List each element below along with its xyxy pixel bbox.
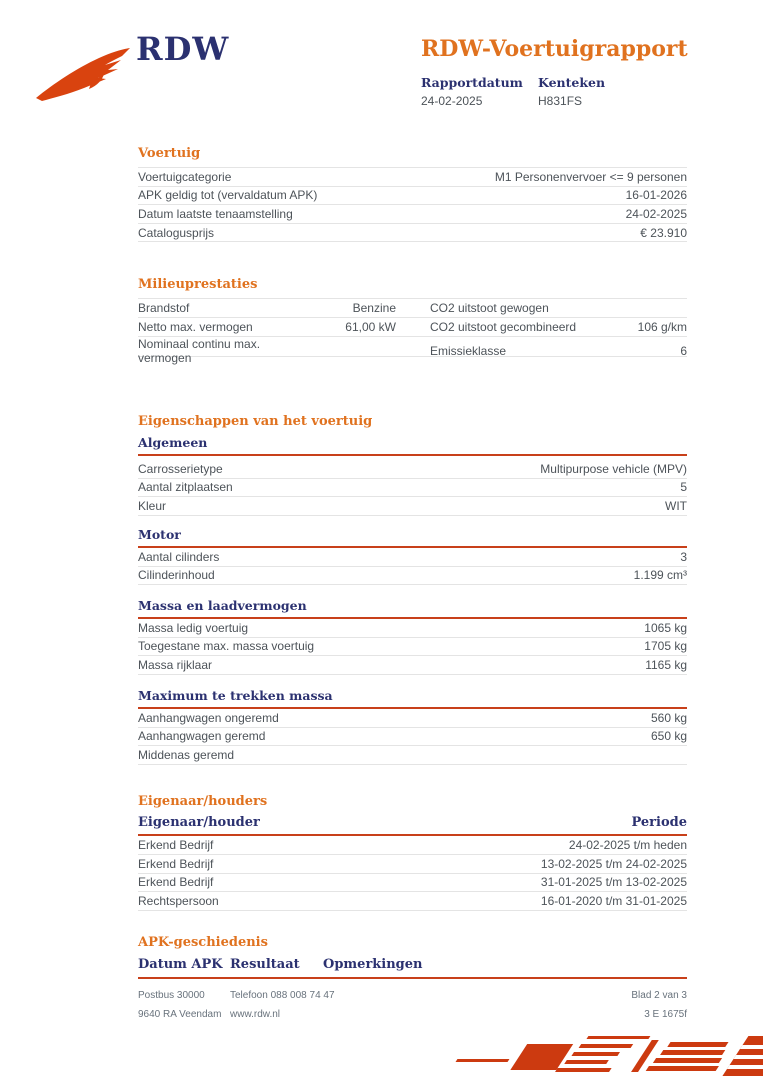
row-label: Catalogusprijs: [138, 225, 215, 240]
logo-text: RDW: [136, 30, 230, 68]
table-row: [138, 479, 687, 498]
table-row: [138, 224, 687, 243]
owner-period: 31-01-2025 t/m 13-02-2025: [540, 875, 687, 890]
row-value: 61,00 kW: [345, 320, 396, 335]
subsection-massa: [138, 598, 687, 675]
page-footer: [138, 986, 687, 1024]
row-value: € 23.910: [640, 225, 687, 240]
row-label: Massa rijklaar: [138, 657, 213, 672]
table-row: [138, 337, 687, 366]
table-row: [138, 728, 687, 747]
row-value: 16-01-2026: [625, 188, 687, 203]
row-label: Massa ledig voertuig: [138, 620, 249, 635]
section-title: APK-geschiedenis: [138, 935, 268, 950]
apk-table-header: [138, 957, 687, 979]
row-value: 106 g/km: [637, 320, 687, 335]
table-row: [138, 548, 687, 567]
row-label: Aanhangwagen ongeremd: [138, 710, 279, 725]
row-label: Cilinderinhoud: [138, 568, 215, 583]
subsection-title: Algemeen: [138, 435, 687, 456]
footer-website: www.rdw.nl: [230, 1009, 281, 1020]
table-row: [138, 836, 687, 855]
owner-table-header: [138, 815, 687, 836]
table-row: [138, 205, 687, 224]
row-label: CO2 uitstoot gecombineerd: [430, 320, 577, 335]
col-header-eigenaar: Eigenaar/houder: [138, 815, 260, 830]
table-row: [138, 299, 687, 318]
row-label: Netto max. vermogen: [138, 320, 253, 335]
owner-name: Erkend Bedrijf: [138, 856, 214, 871]
table-row: [138, 497, 687, 516]
row-label: Aantal cilinders: [138, 549, 220, 564]
row-value: Multipurpose vehicle (MPV): [540, 461, 687, 476]
table-row: [138, 656, 687, 675]
owner-period: 13-02-2025 t/m 24-02-2025: [540, 856, 687, 871]
row-label: Brandstof: [138, 301, 190, 316]
section-eigenaar-houders: [138, 794, 687, 911]
owner-name: Rechtspersoon: [138, 894, 219, 909]
owner-period: 16-01-2020 t/m 31-01-2025: [540, 894, 687, 909]
kenteken-value: H831FS: [538, 94, 583, 108]
row-value: 6: [680, 344, 687, 359]
title-block: [421, 36, 721, 108]
owner-name: Erkend Bedrijf: [138, 837, 214, 852]
table-row: [138, 460, 687, 479]
report-title: RDW-Voertuigrapport: [421, 36, 688, 62]
table-row: [138, 709, 687, 728]
rdw-wing-logo-icon: [33, 42, 133, 106]
row-label: Toegestane max. massa voertuig: [138, 639, 315, 654]
row-value: 560 kg: [650, 710, 687, 725]
row-label: Aanhangwagen geremd: [138, 729, 266, 744]
section-title: Voertuig: [138, 146, 201, 161]
row-value: 1.199 cm³: [633, 568, 687, 583]
rapportdatum-value: 24-02-2025: [421, 94, 483, 108]
kenteken-label: Kenteken: [538, 75, 606, 90]
rapportdatum-label: Rapportdatum: [421, 75, 523, 90]
table-row: [138, 619, 687, 638]
row-value: M1 Personenvervoer <= 9 personen: [494, 169, 687, 184]
rdw-speed-stripes-graphic: [433, 1032, 763, 1078]
footer-page-number: Blad 2 van 3: [631, 990, 687, 1001]
section-title: Milieuprestaties: [138, 277, 258, 292]
row-label: Kleur: [138, 498, 167, 513]
subsection-maximum-trekken: [138, 688, 687, 765]
row-value: 1165 kg: [645, 657, 687, 672]
row-label: APK geldig tot (vervaldatum APK): [138, 188, 318, 203]
row-value: 5: [680, 480, 687, 495]
row-value: 1705 kg: [644, 639, 687, 654]
subsection-motor: [138, 527, 687, 585]
owner-name: Erkend Bedrijf: [138, 875, 214, 890]
row-value: 1065 kg: [644, 620, 687, 635]
table-row: [138, 892, 687, 911]
report-meta: [421, 75, 721, 108]
table-row: [138, 746, 687, 765]
footer-address-line1: Postbus 30000: [138, 990, 205, 1001]
section-eigenschappen-title: [138, 414, 687, 435]
table-row: [138, 567, 687, 586]
row-value: 650 kg: [650, 729, 687, 744]
subsection-title: Massa en laadvermogen: [138, 598, 687, 619]
subsection-algemeen: [138, 435, 687, 516]
col-header-resultaat: Resultaat: [230, 957, 300, 972]
row-label: Voertuigcategorie: [138, 169, 232, 184]
row-value: 24-02-2025: [625, 206, 687, 221]
section-title: Eigenaar/houders: [138, 794, 268, 809]
subsection-title: Maximum te trekken massa: [138, 688, 687, 709]
row-label: Datum laatste tenaamstelling: [138, 206, 293, 221]
section-milieuprestaties: [138, 277, 687, 366]
row-label: Nominaal continu max. vermogen: [138, 337, 261, 366]
footer-doc-code: 3 E 1675f: [644, 1009, 687, 1020]
owner-period: 24-02-2025 t/m heden: [568, 837, 687, 852]
footer-address-line2: 9640 RA Veendam: [138, 1009, 222, 1020]
section-voertuig: [138, 146, 687, 242]
table-row: [138, 638, 687, 657]
footer-phone: Telefoon 088 008 74 47: [230, 990, 335, 1001]
col-header-opmerkingen: Opmerkingen: [323, 957, 423, 972]
row-label: Middenas geremd: [138, 747, 235, 762]
section-apk-geschiedenis: [138, 935, 687, 979]
col-header-datum-apk: Datum APK: [138, 957, 223, 972]
table-row: [138, 874, 687, 893]
row-label: Aantal zitplaatsen: [138, 480, 233, 495]
col-header-periode: Periode: [631, 815, 687, 830]
table-row: [138, 168, 687, 187]
section-title: Eigenschappen van het voertuig: [138, 414, 373, 429]
row-value: 3: [680, 549, 687, 564]
row-label: CO2 uitstoot gewogen: [430, 301, 549, 316]
row-label: Carrosserietype: [138, 461, 223, 476]
row-value: Benzine: [352, 301, 396, 316]
table-row: [138, 855, 687, 874]
row-label: Emissieklasse: [430, 344, 507, 359]
table-row: [138, 318, 687, 337]
row-value: WIT: [665, 498, 687, 513]
table-row: [138, 187, 687, 206]
subsection-title: Motor: [138, 527, 687, 548]
